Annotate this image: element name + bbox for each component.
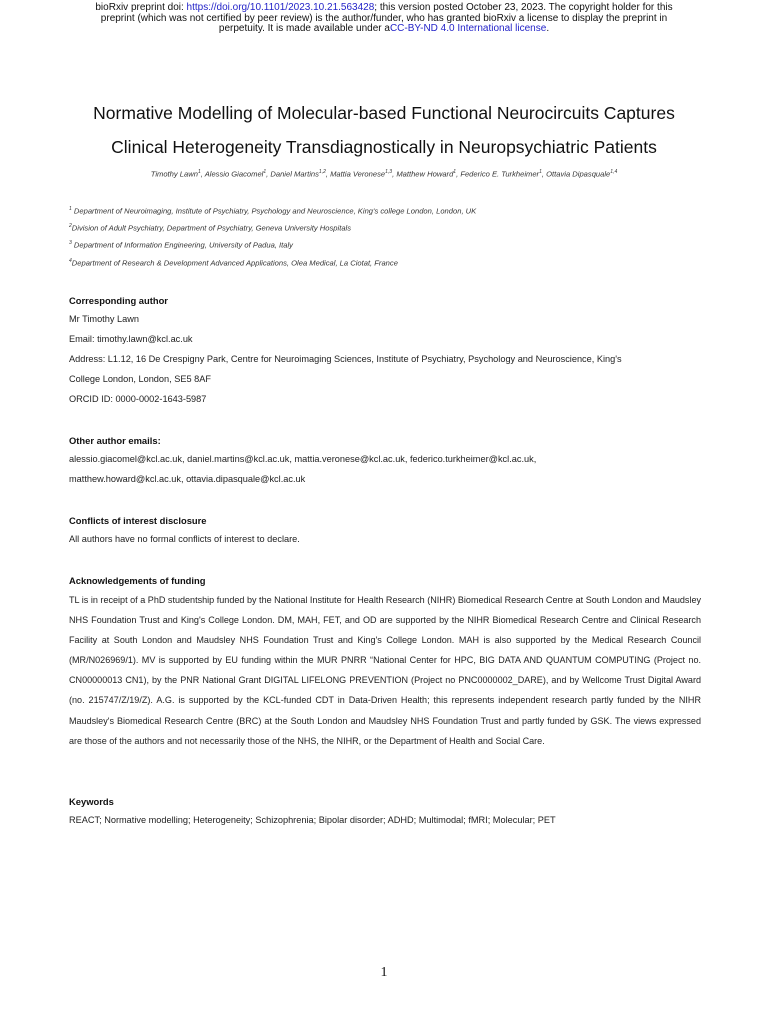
author-affiliation: 1 (263, 169, 267, 175)
affiliation-number: 1 (69, 206, 72, 212)
banner-prefix: bioRxiv preprint doi: (95, 2, 187, 13)
author-affiliation: 1,2 (318, 169, 326, 175)
author: Matthew Howard (396, 169, 454, 179)
banner-line3-prefix: perpetuity. It is made available under a (218, 23, 390, 34)
affiliation-number: 4 (69, 258, 72, 264)
page-number: 1 (380, 965, 388, 980)
corresponding-address-line-2: College London, London, SE5 8AF (69, 374, 212, 384)
other-emails-section (69, 434, 701, 489)
corresponding-orcid: ORCID ID: 0000-0002-1643-5987 (69, 394, 207, 404)
funding-text: TL is in receipt of a PhD studentship funded by the National Institute for Health Research (NIHR) Biomedical Research Centre at South London and Maudsley NHS Foundation Trust and King's College London. DM, MAH, FET, and OD are supported by the NIHR Biomedical Research Centre and Clinical Research Facility at South London and Maudsley NHS Foundation Trust and King's College London. MAH is also supported by the Medical Research Council (MR/N026969/1). MV is supported by EU funding within the MUR PNRR “National Center for HPC, BIG DATA AND QUANTUM COMPUTING (Project no. CN00000013 CN1), by the PNR National Grant DIGITAL LIFELONG PREVENTION (Project no PNC0000002_DARE), and by Wellcome Trust Digital Award (no. 215747/Z/19/Z). A.G. is supported by the KCL-funded CDT in Data-Driven Health; this represents independent research partly funded by the NIHR Maudsley's Biomedical Research Centre (BRC) at the South London and Maudsley NHS Foundation Trust and partly funded by GSK. The views expressed are those of the authors and not necessarily those of the NHS, the NIHR, or the Department of Health and Social Care. (69, 595, 701, 746)
affiliation-1 (69, 206, 476, 216)
keywords-heading: Keywords (69, 796, 114, 807)
banner-line-1 (0, 3, 768, 14)
affiliation-text: Department of Information Engineering, University of Padua, Italy (71, 240, 293, 250)
affiliation-text: Division of Adult Psychiatry, Department of Psychiatry, Geneva University Hospitals (71, 223, 352, 233)
conflicts-heading: Conflicts of interest disclosure (69, 515, 207, 526)
banner-suffix: ; this version posted October 23, 2023. The copyright holder for this (374, 2, 673, 13)
author-affiliation: 1 (197, 169, 201, 175)
author: Federico E. Turkheimer (460, 169, 540, 179)
keywords-section (69, 795, 701, 830)
author: Timothy Lawn (150, 169, 198, 179)
paper-title-line-1: Normative Modelling of Molecular-based Functional Neurocircuits Captures (93, 103, 675, 123)
author: Mattia Veronese (330, 169, 386, 179)
corresponding-email: Email: timothy.lawn@kcl.ac.uk (69, 334, 193, 344)
preprint-banner (0, 3, 768, 35)
conflicts-section (69, 514, 701, 549)
author-affiliation: 1 (453, 169, 457, 175)
other-emails-line-1: alessio.giacomel@kcl.ac.uk, daniel.martins@kcl.ac.uk, mattia.veronese@kcl.ac.uk, federico.turkheimer@kcl.ac.uk, (69, 454, 537, 464)
author: Alessio Giacomel (204, 169, 264, 179)
banner-line-3 (0, 24, 768, 35)
affiliation-3 (69, 240, 293, 250)
affiliation-4 (69, 258, 398, 268)
corresponding-name: Mr Timothy Lawn (69, 314, 139, 324)
banner-line3-suffix: . (546, 23, 550, 34)
funding-heading: Acknowledgements of funding (69, 575, 206, 586)
keywords-text: REACT; Normative modelling; Heterogeneity; Schizophrenia; Bipolar disorder; ADHD; Multimodal; fMRI; Molecular; PET (69, 815, 556, 825)
corresponding-author-section (69, 294, 701, 409)
author-list: Timothy Lawn$^1$, Alessio Giacomel$^1$, Daniel Martins$^{1,2}$, Mattia Veronese$^{1,3}$, Matthew Howard$^1$, Federico E. Turkheimer$^1$, Ottavia Dipasquale$^{1,4}$ (150, 169, 618, 179)
doi-link[interactable]: https://doi.org/10.1101/2023.10.21.563428 (186, 2, 375, 13)
paper-title-line-2: Clinical Heterogeneity Transdiagnostically in Neuropsychiatric Patients (111, 137, 657, 157)
banner-line-2: preprint (which was not certified by peer review) is the author/funder, who has granted bioRxiv a license to display the preprint in (100, 12, 668, 24)
author-affiliation: 1 (539, 169, 542, 175)
conflicts-text: All authors have no formal conflicts of interest to declare. (69, 534, 300, 544)
other-emails-heading: Other author emails: (69, 435, 161, 446)
other-emails-line-2: matthew.howard@kcl.ac.uk, ottavia.dipasquale@kcl.ac.uk (69, 474, 306, 484)
affiliation-text: Department of Neuroimaging, Institute of Psychiatry, Psychology and Neuroscience, King's college London, London, UK (71, 206, 477, 216)
author: Daniel Martins (270, 169, 319, 179)
affiliation-2 (69, 223, 351, 233)
affiliation-text: Department of Research & Development Advanced Applications, Olea Medical, La Ciotat, France (71, 258, 398, 268)
corresponding-author-heading: Corresponding author (69, 295, 168, 306)
author-affiliation: 1,4 (610, 169, 618, 175)
corresponding-address-line-1: Address: L1.12, 16 De Crespigny Park, Centre for Neuroimaging Sciences, Institute of Psychiatry, Psychology and Neuroscience, King's (69, 354, 622, 364)
affiliation-number: 3 (69, 240, 72, 246)
affiliation-number: 2 (69, 223, 72, 229)
funding-section (69, 574, 701, 751)
license-link[interactable]: CC-BY-ND 4.0 International license (389, 23, 547, 34)
author: Ottavia Dipasquale (546, 169, 611, 179)
author-affiliation: 1,3 (385, 169, 393, 175)
